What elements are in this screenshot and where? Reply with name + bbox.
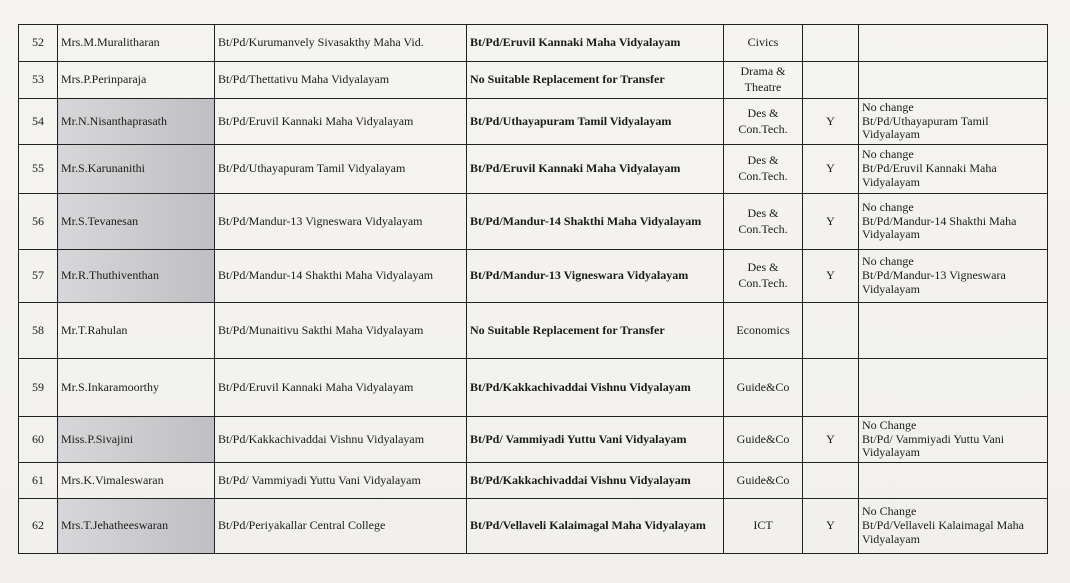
remarks-line: Vidyalayam xyxy=(862,127,920,142)
table-row xyxy=(19,463,1048,499)
current-school-cell: Bt/Pd/Kakkachivaddai Vishnu Vidyalayam xyxy=(215,417,467,463)
remarks-cell xyxy=(859,250,1048,303)
remarks-cell xyxy=(859,62,1048,99)
current-school-cell: Bt/Pd/Munaitivu Sakthi Maha Vidyalayam xyxy=(215,303,467,359)
table-body xyxy=(19,25,1048,554)
approval-flag-cell: Y xyxy=(803,250,859,303)
approval-flag-cell xyxy=(803,463,859,499)
transfer-school-cell: Bt/Pd/Mandur-13 Vigneswara Vidyalayam xyxy=(467,250,724,303)
row-number-cell: 59 xyxy=(19,359,58,417)
current-school-cell: Bt/Pd/Uthayapuram Tamil Vidyalayam xyxy=(215,145,467,194)
subject-cell: Civics xyxy=(724,25,803,62)
teacher-name-cell: Mr.R.Thuthiventhan xyxy=(58,250,215,303)
row-number-cell: 57 xyxy=(19,250,58,303)
current-school-cell: Bt/Pd/ Vammiyadi Yuttu Vani Vidyalayam xyxy=(215,463,467,499)
transfer-school-cell: Bt/Pd/Eruvil Kannaki Maha Vidyalayam xyxy=(467,25,724,62)
subject-cell: Economics xyxy=(724,303,803,359)
remarks-line: No Change xyxy=(862,504,917,519)
transfer-school-cell: Bt/Pd/Kakkachivaddai Vishnu Vidyalayam xyxy=(467,463,724,499)
table-row xyxy=(19,499,1048,554)
teacher-name-cell: Mrs.P.Perinparaja xyxy=(58,62,215,99)
remarks-line: Vidyalayam xyxy=(862,174,920,189)
current-school-cell: Bt/Pd/Eruvil Kannaki Maha Vidyalayam xyxy=(215,99,467,145)
remarks-line: Vidyalayam xyxy=(862,445,920,460)
row-number-cell: 55 xyxy=(19,145,58,194)
remarks-line: Vidyalayam xyxy=(862,531,920,546)
teacher-name-cell: Mr.N.Nisanthaprasath xyxy=(58,99,215,145)
remarks-cell xyxy=(859,359,1048,417)
teacher-name-cell: Mr.T.Rahulan xyxy=(58,303,215,359)
transfer-school-cell: No Suitable Replacement for Transfer xyxy=(467,62,724,99)
current-school-cell: Bt/Pd/Mandur-13 Vigneswara Vidyalayam xyxy=(215,194,467,250)
remarks-cell xyxy=(859,145,1048,194)
subject-cell: Guide&Co xyxy=(724,359,803,417)
teacher-transfer-table xyxy=(18,24,1048,554)
approval-flag-cell: Y xyxy=(803,145,859,194)
table-row xyxy=(19,99,1048,145)
remarks-cell xyxy=(859,417,1048,463)
remarks-cell xyxy=(859,194,1048,250)
subject-cell: Des & Con.Tech. xyxy=(724,99,803,145)
row-number-cell: 54 xyxy=(19,99,58,145)
row-number-cell: 53 xyxy=(19,62,58,99)
remarks-line: Bt/Pd/ Vammiyadi Yuttu Vani xyxy=(862,431,1005,446)
remarks-cell xyxy=(859,25,1048,62)
transfer-school-cell: Bt/Pd/Eruvil Kannaki Maha Vidyalayam xyxy=(467,145,724,194)
current-school-cell: Bt/Pd/Kurumanvely Sivasakthy Maha Vid. xyxy=(215,25,467,62)
approval-flag-cell xyxy=(803,303,859,359)
table-row xyxy=(19,145,1048,194)
approval-flag-cell: Y xyxy=(803,417,859,463)
table-row xyxy=(19,250,1048,303)
table-row xyxy=(19,25,1048,62)
transfer-school-cell: Bt/Pd/Uthayapuram Tamil Vidyalayam xyxy=(467,99,724,145)
teacher-name-cell: Mrs.M.Muralitharan xyxy=(58,25,215,62)
teacher-name-cell: Mrs.T.Jehatheeswaran xyxy=(58,499,215,554)
remarks-line: No change xyxy=(862,199,914,214)
approval-flag-cell: Y xyxy=(803,499,859,554)
remarks-line: Bt/Pd/Vellaveli Kalaimagal Maha xyxy=(862,518,1024,533)
subject-cell: Guide&Co xyxy=(724,417,803,463)
current-school-cell: Bt/Pd/Eruvil Kannaki Maha Vidyalayam xyxy=(215,359,467,417)
remarks-cell xyxy=(859,303,1048,359)
approval-flag-cell xyxy=(803,62,859,99)
transfer-school-cell: Bt/Pd/Vellaveli Kalaimagal Maha Vidyalayam xyxy=(467,499,724,554)
remarks-line: Bt/Pd/Uthayapuram Tamil xyxy=(862,113,989,128)
subject-cell: Des & Con.Tech. xyxy=(724,194,803,250)
teacher-name-cell: Mr.S.Karunanithi xyxy=(58,145,215,194)
subject-cell: Des & Con.Tech. xyxy=(724,145,803,194)
remarks-cell xyxy=(859,99,1048,145)
table-row xyxy=(19,303,1048,359)
approval-flag-cell xyxy=(803,25,859,62)
remarks-cell xyxy=(859,499,1048,554)
subject-cell: Des & Con.Tech. xyxy=(724,250,803,303)
current-school-cell: Bt/Pd/Mandur-14 Shakthi Maha Vidyalayam xyxy=(215,250,467,303)
transfer-school-cell: No Suitable Replacement for Transfer xyxy=(467,303,724,359)
row-number-cell: 58 xyxy=(19,303,58,359)
remarks-line: No change xyxy=(862,147,914,162)
row-number-cell: 56 xyxy=(19,194,58,250)
teacher-name-cell: Mr.S.Inkaramoorthy xyxy=(58,359,215,417)
subject-cell: ICT xyxy=(724,499,803,554)
remarks-line: Vidyalayam xyxy=(862,281,920,296)
table-row xyxy=(19,417,1048,463)
remarks-line: No change xyxy=(862,254,914,269)
transfer-school-cell: Bt/Pd/ Vammiyadi Yuttu Vani Vidyalayam xyxy=(467,417,724,463)
approval-flag-cell: Y xyxy=(803,194,859,250)
subject-cell: Drama & Theatre xyxy=(724,62,803,99)
teacher-name-cell: Mrs.K.Vimaleswaran xyxy=(58,463,215,499)
table-row xyxy=(19,359,1048,417)
current-school-cell: Bt/Pd/Periyakallar Central College xyxy=(215,499,467,554)
transfer-school-cell: Bt/Pd/Mandur-14 Shakthi Maha Vidyalayam xyxy=(467,194,724,250)
teacher-name-cell: Mr.S.Tevanesan xyxy=(58,194,215,250)
transfer-school-cell: Bt/Pd/Kakkachivaddai Vishnu Vidyalayam xyxy=(467,359,724,417)
remarks-cell xyxy=(859,463,1048,499)
row-number-cell: 52 xyxy=(19,25,58,62)
remarks-line: Bt/Pd/Mandur-13 Vigneswara xyxy=(862,268,1006,283)
row-number-cell: 61 xyxy=(19,463,58,499)
teacher-name-cell: Miss.P.Sivajini xyxy=(58,417,215,463)
current-school-cell: Bt/Pd/Thettativu Maha Vidyalayam xyxy=(215,62,467,99)
remarks-line: Bt/Pd/Eruvil Kannaki Maha xyxy=(862,161,997,176)
table-row xyxy=(19,194,1048,250)
remarks-line: No change xyxy=(862,99,914,114)
row-number-cell: 60 xyxy=(19,417,58,463)
row-number-cell: 62 xyxy=(19,499,58,554)
approval-flag-cell xyxy=(803,359,859,417)
subject-cell: Guide&Co xyxy=(724,463,803,499)
remarks-line: Bt/Pd/Mandur-14 Shakthi Maha xyxy=(862,213,1017,228)
approval-flag-cell: Y xyxy=(803,99,859,145)
remarks-line: No Change xyxy=(862,417,917,432)
remarks-line: Vidyalayam xyxy=(862,227,920,242)
table-row xyxy=(19,62,1048,99)
